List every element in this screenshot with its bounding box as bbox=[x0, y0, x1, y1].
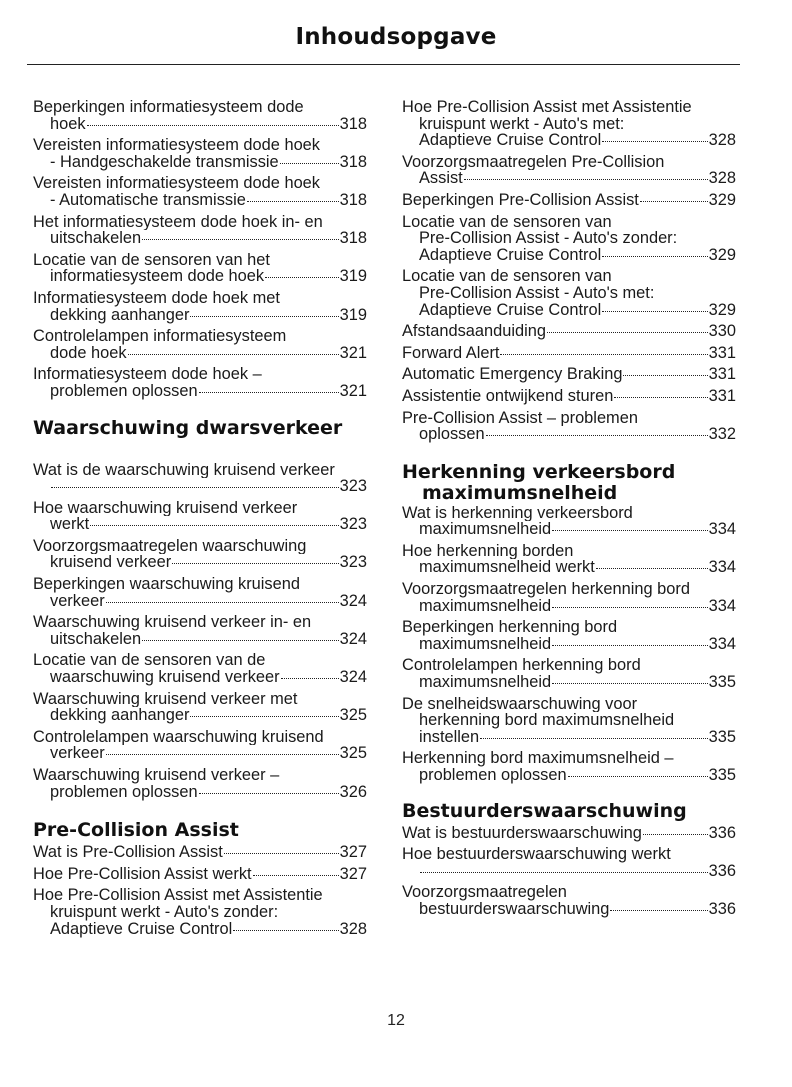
toc-entry-text: Locatie van de sensoren van bbox=[402, 213, 612, 231]
toc-entry-leader-line bbox=[33, 230, 367, 247]
toc-page-number: 334 bbox=[708, 634, 736, 653]
toc-entry[interactable] bbox=[33, 887, 367, 937]
toc-entry-text: maximumsnelheid bbox=[419, 673, 552, 692]
toc-page-number: 321 bbox=[339, 343, 367, 362]
toc-entry-text: dode hoek bbox=[50, 343, 127, 362]
toc-entry-leader-line bbox=[33, 631, 367, 648]
toc-entry[interactable] bbox=[33, 538, 367, 571]
toc-entry-text: Pre-Collision Assist - Auto's met: bbox=[419, 284, 655, 302]
toc-page-number: 329 bbox=[708, 245, 736, 264]
toc-entry[interactable] bbox=[33, 462, 367, 495]
toc-entry-text: Forward Alert bbox=[402, 343, 500, 362]
dot-leader bbox=[142, 238, 339, 240]
toc-entry-leader-line bbox=[402, 767, 736, 784]
toc-entry-leader-line bbox=[33, 745, 367, 762]
section-heading-herkenning-verkeersbord bbox=[402, 462, 736, 504]
toc-group bbox=[402, 505, 736, 784]
toc-entry[interactable] bbox=[402, 154, 736, 187]
toc-entry[interactable] bbox=[33, 214, 367, 247]
section-heading-line: Herkenning verkeersbord bbox=[402, 460, 676, 483]
toc-entry-text: Hoe bestuurderswaarschuwing werkt bbox=[402, 846, 671, 863]
toc-page-number: 336 bbox=[708, 861, 736, 880]
toc-entry-text: - Handgeschakelde transmissie bbox=[50, 152, 279, 171]
toc-page-number: 328 bbox=[708, 169, 736, 188]
dot-leader bbox=[280, 162, 339, 164]
toc-entry-text: Hoe herkenning borden bbox=[402, 542, 574, 560]
toc-entry-leader-line bbox=[33, 707, 367, 724]
toc-page-number: 323 bbox=[339, 477, 367, 496]
toc-entry-leader-line bbox=[33, 921, 367, 938]
dot-leader bbox=[106, 601, 339, 603]
toc-page-number: 325 bbox=[339, 706, 367, 725]
dot-leader bbox=[643, 833, 708, 835]
toc-entry-text: Hoe Pre-Collision Assist werkt bbox=[33, 864, 252, 883]
toc-page-number: 331 bbox=[708, 365, 736, 384]
dot-leader bbox=[247, 200, 339, 202]
toc-entry-text: Voorzorgsmaatregelen waarschuwing bbox=[33, 537, 307, 555]
dot-leader bbox=[614, 396, 707, 398]
toc-entry-text: Assistentie ontwijkend sturen bbox=[402, 386, 614, 405]
toc-entry[interactable] bbox=[33, 500, 367, 533]
toc-entry-text: uitschakelen bbox=[50, 229, 142, 248]
toc-entry-text: dekking aanhanger bbox=[50, 305, 190, 324]
toc-entry[interactable] bbox=[402, 696, 736, 746]
toc-entry-text: Wat is Pre-Collision Assist bbox=[33, 843, 223, 862]
toc-entry-text: Wat is herkenning verkeersbord bbox=[402, 504, 633, 522]
section-heading-bestuurderswaarschuwing bbox=[402, 801, 736, 822]
toc-entry-text: uitschakelen bbox=[50, 629, 142, 648]
dot-leader bbox=[51, 486, 339, 488]
toc-entry-text: Waarschuwing kruisend verkeer met bbox=[33, 690, 298, 708]
toc-entry-text: Voorzorgsmaatregelen herkenning bord bbox=[402, 581, 690, 598]
toc-entry-text: Controlelampen waarschuwing kruisend bbox=[33, 728, 324, 746]
toc-page-number: 318 bbox=[339, 114, 367, 133]
toc-entry-text: problemen oplossen bbox=[50, 782, 198, 801]
dot-leader bbox=[552, 644, 708, 646]
toc-entry-text: Locatie van de sensoren van de bbox=[33, 652, 266, 670]
toc-entry-leader-line bbox=[402, 729, 736, 746]
dot-leader bbox=[596, 567, 708, 569]
toc-entry[interactable] bbox=[33, 137, 367, 170]
toc-page-number: 336 bbox=[708, 823, 736, 842]
toc-column-right bbox=[402, 99, 736, 923]
toc-entry-leader-line bbox=[33, 866, 367, 883]
toc-page-number: 327 bbox=[339, 843, 367, 862]
toc-entry[interactable] bbox=[402, 214, 736, 264]
toc-entry-leader-line bbox=[33, 268, 367, 285]
toc-entry-text: Pre-Collision Assist - Auto's zonder: bbox=[419, 230, 678, 247]
toc-page-number: 335 bbox=[708, 673, 736, 692]
toc-page-number: 331 bbox=[708, 386, 736, 405]
toc-entry-text: Het informatiesysteem dode hoek in- en bbox=[33, 213, 323, 231]
toc-entry-leader-line bbox=[33, 307, 367, 324]
toc-entry-leader-line bbox=[402, 323, 736, 340]
dot-leader bbox=[420, 871, 708, 873]
dot-leader bbox=[602, 310, 707, 312]
dot-leader bbox=[199, 792, 339, 794]
toc-page-number: 331 bbox=[708, 343, 736, 362]
toc-entry-text: - Automatische transmissie bbox=[50, 190, 246, 209]
toc-entry-leader-line bbox=[402, 170, 736, 187]
dot-leader bbox=[552, 682, 708, 684]
toc-entry-text: Beperkingen Pre-Collision Assist bbox=[402, 190, 639, 209]
toc-entry-text: problemen oplossen bbox=[50, 381, 198, 400]
toc-entry-text: Adaptieve Cruise Control bbox=[50, 919, 233, 938]
toc-entry[interactable] bbox=[402, 192, 736, 209]
toc-entry[interactable] bbox=[402, 345, 736, 362]
toc-entry-leader-line bbox=[33, 516, 367, 533]
toc-entry-text: Adaptieve Cruise Control bbox=[419, 245, 602, 264]
toc-entry-leader-line bbox=[33, 345, 367, 362]
toc-page-number: 330 bbox=[708, 322, 736, 341]
toc-entry[interactable] bbox=[402, 581, 736, 614]
toc-group bbox=[402, 825, 736, 918]
toc-entry-text: De snelheidswaarschuwing voor bbox=[402, 695, 638, 713]
toc-entry-leader-line bbox=[33, 669, 367, 686]
toc-page-number: 334 bbox=[708, 596, 736, 615]
toc-entry[interactable] bbox=[33, 767, 367, 800]
dot-leader bbox=[199, 391, 339, 393]
toc-group bbox=[33, 844, 367, 937]
dot-leader bbox=[547, 331, 708, 333]
toc-entry[interactable] bbox=[402, 410, 736, 443]
toc-page-number: 335 bbox=[708, 727, 736, 746]
toc-entry-text: dekking aanhanger bbox=[50, 706, 190, 725]
toc-entry[interactable] bbox=[402, 323, 736, 340]
toc-entry[interactable] bbox=[33, 175, 367, 208]
dot-leader bbox=[128, 353, 339, 355]
toc-entry-text: maximumsnelheid bbox=[419, 520, 552, 539]
toc-entry-text: Pre-Collision Assist – problemen bbox=[402, 409, 638, 427]
toc-entry-leader-line bbox=[402, 863, 736, 880]
toc-entry[interactable] bbox=[33, 866, 367, 883]
toc-entry-text: oplossen bbox=[419, 425, 485, 444]
toc-entry-leader-line bbox=[402, 598, 736, 615]
toc-entry[interactable] bbox=[33, 290, 367, 323]
toc-entry-leader-line bbox=[402, 559, 736, 576]
toc-group bbox=[33, 99, 367, 400]
toc-entry-leader-line bbox=[33, 844, 367, 861]
toc-entry-text: Adaptieve Cruise Control bbox=[419, 300, 602, 319]
toc-page-number: 336 bbox=[708, 899, 736, 918]
title-divider bbox=[27, 64, 740, 65]
toc-group bbox=[402, 99, 736, 443]
dot-leader bbox=[190, 715, 338, 717]
toc-entry[interactable] bbox=[33, 729, 367, 762]
toc-page-number: 324 bbox=[339, 591, 367, 610]
toc-entry-leader-line bbox=[33, 478, 367, 495]
toc-entry-leader-line bbox=[402, 674, 736, 691]
toc-entry-text: Adaptieve Cruise Control bbox=[419, 131, 602, 150]
page-number: 12 bbox=[387, 1012, 405, 1029]
toc-entry-text: Informatiesysteem dode hoek – bbox=[33, 366, 262, 383]
toc-entry-text: Assist bbox=[419, 169, 463, 188]
dot-leader bbox=[610, 909, 707, 911]
toc-entry[interactable] bbox=[402, 846, 736, 879]
toc-page-number: 318 bbox=[339, 190, 367, 209]
toc-entry-leader-line bbox=[402, 825, 736, 842]
dot-leader bbox=[253, 874, 339, 876]
toc-entry-text: Hoe waarschuwing kruisend verkeer bbox=[33, 499, 298, 517]
dot-leader bbox=[480, 737, 708, 739]
toc-entry-text: bestuurderswaarschuwing bbox=[419, 899, 610, 918]
section-heading-text: Bestuurderswaarschuwing bbox=[402, 799, 687, 822]
toc-entry-leader-line bbox=[33, 784, 367, 801]
toc-entry-text: kruispunt werkt - Auto's zonder: bbox=[50, 903, 279, 921]
dot-leader bbox=[190, 315, 338, 317]
toc-entry-leader-line bbox=[402, 388, 736, 405]
toc-page-number: 328 bbox=[708, 131, 736, 150]
toc-entry-text: problemen oplossen bbox=[419, 766, 567, 784]
toc-entry[interactable] bbox=[33, 844, 367, 861]
dot-leader bbox=[281, 677, 339, 679]
toc-page-number: 321 bbox=[339, 381, 367, 400]
toc-page-number: 332 bbox=[708, 425, 736, 444]
toc-entry-text: Automatic Emergency Braking bbox=[402, 365, 623, 384]
toc-page-number: 319 bbox=[339, 267, 367, 286]
section-heading-waarschuwing-dwarsverkeer bbox=[33, 418, 367, 439]
toc-entry-leader-line bbox=[402, 901, 736, 918]
toc-page-number: 329 bbox=[708, 190, 736, 209]
toc-page-number: 334 bbox=[708, 520, 736, 539]
toc-entry-text: Beperkingen waarschuwing kruisend bbox=[33, 576, 300, 593]
dot-leader bbox=[623, 374, 707, 376]
dot-leader bbox=[142, 639, 339, 641]
toc-entry[interactable] bbox=[402, 619, 736, 652]
toc-page-number: 318 bbox=[339, 229, 367, 248]
toc-entry-leader-line bbox=[33, 383, 367, 400]
toc-entry-text: Informatiesysteem dode hoek met bbox=[33, 289, 280, 307]
toc-entry-text: Wat is bestuurderswaarschuwing bbox=[402, 823, 642, 842]
toc-page-number: 318 bbox=[339, 152, 367, 171]
toc-entry[interactable] bbox=[33, 328, 367, 361]
dot-leader bbox=[602, 255, 707, 257]
toc-entry-leader-line bbox=[33, 593, 367, 610]
toc-entry[interactable] bbox=[402, 388, 736, 405]
toc-entry-leader-line bbox=[402, 302, 736, 319]
toc-entry-text: Afstandsaanduiding bbox=[402, 322, 546, 341]
dot-leader bbox=[640, 200, 708, 202]
toc-page-number: 324 bbox=[339, 668, 367, 687]
toc-entry-text: verkeer bbox=[50, 591, 105, 610]
toc-entry[interactable] bbox=[33, 614, 367, 647]
toc-entry-text: werkt bbox=[50, 515, 90, 534]
toc-entry-text: Herkenning bord maximumsnelheid – bbox=[402, 750, 674, 767]
toc-page-number: 329 bbox=[708, 300, 736, 319]
section-heading-pre-collision-assist bbox=[33, 820, 367, 841]
toc-entry[interactable] bbox=[33, 366, 367, 399]
toc-entry-text: maximumsnelheid bbox=[419, 634, 552, 653]
toc-group bbox=[33, 462, 367, 801]
toc-entry-leader-line bbox=[33, 116, 367, 133]
toc-entry-text: instellen bbox=[419, 727, 480, 746]
dot-leader bbox=[233, 929, 338, 931]
toc-entry-text: waarschuwing kruisend verkeer bbox=[50, 668, 280, 687]
toc-page-number: 327 bbox=[339, 864, 367, 883]
toc-entry-text: kruispunt werkt - Auto's met: bbox=[419, 115, 625, 133]
toc-entry-text: Locatie van de sensoren van bbox=[402, 268, 612, 285]
dot-leader bbox=[464, 178, 708, 180]
toc-entry[interactable] bbox=[402, 99, 736, 149]
toc-entry[interactable] bbox=[402, 657, 736, 690]
toc-page-number: 323 bbox=[339, 515, 367, 534]
dot-leader bbox=[602, 140, 707, 142]
toc-entry[interactable] bbox=[33, 576, 367, 609]
toc-entry-leader-line bbox=[402, 345, 736, 362]
toc-entry-text: Controlelampen herkenning bord bbox=[402, 657, 641, 675]
toc-entry-text: maximumsnelheid werkt bbox=[419, 558, 595, 577]
toc-entry[interactable] bbox=[33, 99, 367, 132]
toc-entry-text: kruisend verkeer bbox=[50, 553, 172, 572]
toc-entry-text: herkenning bord maximumsnelheid bbox=[419, 712, 675, 729]
toc-entry[interactable] bbox=[402, 825, 736, 842]
toc-entry-text: informatiesysteem dode hoek bbox=[50, 267, 265, 286]
dot-leader bbox=[90, 524, 338, 526]
toc-entry-text: Voorzorgsmaatregelen Pre-Collision bbox=[402, 153, 665, 171]
dot-leader bbox=[87, 124, 339, 126]
dot-leader bbox=[500, 353, 707, 355]
toc-page-number: 323 bbox=[339, 553, 367, 572]
toc-entry-text: Beperkingen herkenning bord bbox=[402, 619, 618, 636]
section-heading-text: Waarschuwing dwarsverkeer bbox=[33, 416, 343, 439]
dot-leader bbox=[224, 852, 339, 854]
dot-leader bbox=[568, 775, 708, 777]
toc-page-number: 335 bbox=[708, 766, 736, 784]
toc-entry-text: Vereisten informatiesysteem dode hoek bbox=[33, 175, 320, 192]
toc-entry-text: Hoe Pre-Collision Assist met Assistentie bbox=[402, 99, 692, 116]
toc-entry[interactable] bbox=[33, 652, 367, 685]
toc-entry-leader-line bbox=[33, 154, 367, 171]
toc-entry[interactable] bbox=[402, 884, 736, 917]
toc-entry[interactable] bbox=[402, 750, 736, 783]
toc-entry[interactable] bbox=[33, 252, 367, 285]
toc-entry-text: hoek bbox=[50, 114, 86, 133]
toc-entry[interactable] bbox=[402, 543, 736, 576]
toc-entry[interactable] bbox=[402, 505, 736, 538]
toc-page-number: 328 bbox=[339, 919, 367, 938]
toc-entry[interactable] bbox=[402, 268, 736, 318]
toc-entry-text: Locatie van de sensoren van het bbox=[33, 251, 270, 269]
section-heading-text: Pre-Collision Assist bbox=[33, 819, 239, 842]
dot-leader bbox=[552, 606, 708, 608]
toc-entry-leader-line bbox=[402, 636, 736, 653]
toc-page-number: 319 bbox=[339, 305, 367, 324]
toc-column-left bbox=[33, 99, 367, 942]
toc-page-number: 324 bbox=[339, 629, 367, 648]
toc-page-number: 334 bbox=[708, 558, 736, 577]
toc-entry-text: Waarschuwing kruisend verkeer – bbox=[33, 767, 280, 784]
dot-leader bbox=[172, 562, 338, 564]
toc-entry-text: Voorzorgsmaatregelen bbox=[402, 884, 567, 901]
toc-entry-leader-line bbox=[402, 521, 736, 538]
dot-leader bbox=[106, 753, 339, 755]
toc-entry[interactable] bbox=[33, 691, 367, 724]
dot-leader bbox=[265, 276, 339, 278]
toc-entry-leader-line bbox=[33, 554, 367, 571]
toc-entry-leader-line bbox=[33, 192, 367, 209]
toc-entry-text: verkeer bbox=[50, 744, 105, 763]
dot-leader bbox=[552, 529, 708, 531]
toc-entry-leader-line bbox=[402, 132, 736, 149]
toc-entry-text: Beperkingen informatiesysteem dode bbox=[33, 99, 304, 116]
toc-entry[interactable] bbox=[402, 366, 736, 383]
toc-entry-text: Waarschuwing kruisend verkeer in- en bbox=[33, 614, 312, 631]
toc-page-number: 325 bbox=[339, 744, 367, 763]
toc-entry-text: Wat is de waarschuwing kruisend verkeer bbox=[33, 461, 335, 479]
toc-entry-text: Vereisten informatiesysteem dode hoek bbox=[33, 137, 320, 154]
toc-entry-text: maximumsnelheid bbox=[419, 596, 552, 615]
toc-entry-leader-line bbox=[402, 366, 736, 383]
toc-entry-leader-line bbox=[402, 426, 736, 443]
page-title: Inhoudsopgave bbox=[295, 24, 497, 50]
dot-leader bbox=[486, 434, 708, 436]
toc-entry-text: Hoe Pre-Collision Assist met Assistentie bbox=[33, 887, 323, 904]
toc-entry-text: Controlelampen informatiesysteem bbox=[33, 328, 287, 345]
toc-entry-leader-line bbox=[402, 192, 736, 209]
toc-entry-leader-line bbox=[402, 247, 736, 264]
section-heading-line: maximumsnelheid bbox=[422, 481, 618, 504]
toc-page-number: 326 bbox=[339, 782, 367, 801]
